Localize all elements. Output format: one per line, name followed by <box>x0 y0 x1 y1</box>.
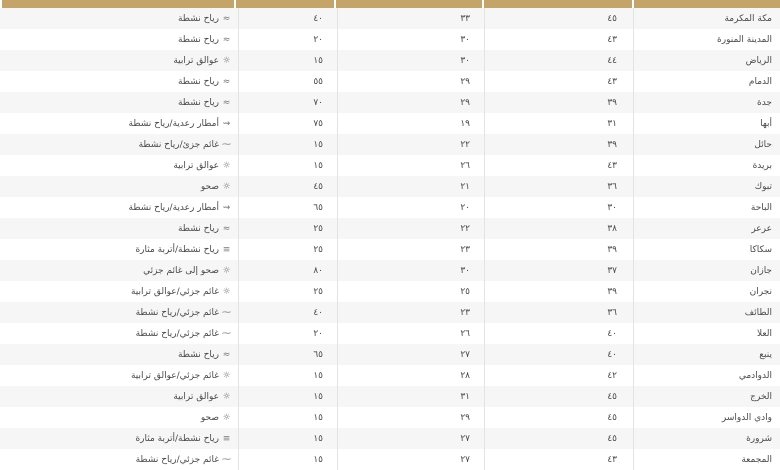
cell-max-temp: ٤٣ <box>607 34 617 45</box>
thunder-icon: ⇝ <box>222 118 231 129</box>
haze-icon: ≡ <box>222 433 231 444</box>
cell-humidity: ١٥ <box>313 454 323 465</box>
cell-max-temp: ٣٩ <box>607 286 617 297</box>
status-text: غائم جزئ/رياح نشطة <box>138 139 219 150</box>
cell-max-temp: ٣٠ <box>607 202 617 213</box>
cell-humidity: ١٥ <box>313 55 323 66</box>
thunder-icon: ⇝ <box>222 202 231 213</box>
cell-status <box>4 449 238 470</box>
cell-min-temp: ٣٣ <box>460 13 470 24</box>
cell-max-temp: ٤٤ <box>607 55 617 66</box>
cell-max-temp: ٣٩ <box>607 244 617 255</box>
partly-cloudy-icon: ⁓ <box>222 307 231 318</box>
cell-humidity: ٢٥ <box>313 286 323 297</box>
cell-city: الدمام <box>748 76 772 87</box>
status-text: أمطار رعدية/رياح نشطة <box>128 118 219 129</box>
status-text: عوالق ترابية <box>173 391 219 402</box>
table-row <box>0 8 780 29</box>
wind-icon: ≈ <box>222 349 231 360</box>
cell-status <box>4 92 238 113</box>
cell-city: سكاكا <box>749 244 772 255</box>
cell-humidity: ٢٠ <box>313 34 323 45</box>
cell-humidity: ٧٠ <box>313 97 323 108</box>
cell-min-temp: ٢٢ <box>460 223 470 234</box>
table-body <box>0 8 780 470</box>
cell-humidity: ٢٥ <box>313 244 323 255</box>
header-humidity <box>236 0 334 8</box>
cell-status <box>4 113 238 134</box>
cell-city: بريدة <box>752 160 772 171</box>
cell-city: مكة المكرمة <box>724 13 772 24</box>
cell-city: الباحة <box>750 202 772 213</box>
cell-max-temp: ٤٠ <box>607 328 617 339</box>
cell-max-temp: ٤٥ <box>607 433 617 444</box>
status-text: رياح نشطة <box>177 13 219 24</box>
wind-icon: ≈ <box>222 13 231 24</box>
sun-icon: ☼ <box>222 412 231 423</box>
table-row <box>0 197 780 218</box>
header-max <box>484 0 632 8</box>
table-row <box>0 92 780 113</box>
cell-status <box>4 29 238 50</box>
dust-icon: ☼ <box>222 160 231 171</box>
cell-min-temp: ٣٠ <box>460 55 470 66</box>
table-row <box>0 239 780 260</box>
cell-status <box>4 176 238 197</box>
status-text: صحو إلى غائم جزئي <box>143 265 219 276</box>
cell-status <box>4 386 238 407</box>
cell-min-temp: ٢٧ <box>460 454 470 465</box>
table-row <box>0 323 780 344</box>
status-text: رياح نشطة <box>177 349 219 360</box>
cell-status <box>4 8 238 29</box>
cell-min-temp: ٢٩ <box>460 97 470 108</box>
cell-status <box>4 428 238 449</box>
wind-icon: ≈ <box>222 223 231 234</box>
cell-humidity: ١٥ <box>313 370 323 381</box>
status-text: غائم جزئي/عوالق ترابية <box>130 286 219 297</box>
cell-city: وادي الدواسر <box>721 412 772 423</box>
cell-status <box>4 407 238 428</box>
haze-icon: ≡ <box>222 244 231 255</box>
status-text: صحو <box>200 412 219 423</box>
cell-city: نجران <box>749 286 772 297</box>
cell-city: الدوادمي <box>738 370 772 381</box>
sun-icon: ☼ <box>222 181 231 192</box>
cell-status <box>4 218 238 239</box>
cell-min-temp: ٢١ <box>460 181 470 192</box>
status-text: غائم جزئي/رياح نشطة <box>135 307 219 318</box>
status-text: غائم جزئي/رياح نشطة <box>135 454 219 465</box>
cell-min-temp: ٢٢ <box>460 139 470 150</box>
cell-min-temp: ٢٧ <box>460 349 470 360</box>
cell-max-temp: ٤٠ <box>607 349 617 360</box>
cell-humidity: ١٥ <box>313 160 323 171</box>
cell-humidity: ١٥ <box>313 412 323 423</box>
cell-min-temp: ٢٠ <box>460 202 470 213</box>
table-row <box>0 113 780 134</box>
cell-humidity: ٧٥ <box>313 118 323 129</box>
header-city <box>634 0 780 8</box>
cell-max-temp: ٤٣ <box>607 160 617 171</box>
table-row <box>0 302 780 323</box>
cell-max-temp: ٣٧ <box>607 265 617 276</box>
cell-max-temp: ٣٩ <box>607 139 617 150</box>
cell-humidity: ٦٥ <box>313 202 323 213</box>
status-text: أمطار رعدية/رياح نشطة <box>128 202 219 213</box>
cell-humidity: ٢٥ <box>313 223 323 234</box>
status-text: رياح نشطة <box>177 34 219 45</box>
cell-humidity: ٨٠ <box>313 265 323 276</box>
sun-icon: ☼ <box>222 265 231 276</box>
dust-icon: ☼ <box>222 370 231 381</box>
wind-icon: ≈ <box>222 34 231 45</box>
status-text: رياح نشطة/أتربة مثارة <box>135 244 219 255</box>
cell-city: ينبع <box>759 349 772 360</box>
table-row <box>0 218 780 239</box>
status-text: غائم جزئي/رياح نشطة <box>135 328 219 339</box>
cell-max-temp: ٣٨ <box>607 223 617 234</box>
cell-city: المجمعة <box>741 454 772 465</box>
status-text: غائم جزئي/عوالق ترابية <box>130 370 219 381</box>
cell-status <box>4 239 238 260</box>
table-row <box>0 155 780 176</box>
dust-icon: ☼ <box>222 286 231 297</box>
cell-status <box>4 281 238 302</box>
cell-min-temp: ٢٦ <box>460 160 470 171</box>
cell-city: المدينة المنورة <box>717 34 772 45</box>
cell-humidity: ١٥ <box>313 139 323 150</box>
table-row <box>0 407 780 428</box>
status-text: صحو <box>200 181 219 192</box>
table-row <box>0 134 780 155</box>
table-row <box>0 428 780 449</box>
cell-min-temp: ٣١ <box>460 391 470 402</box>
cell-min-temp: ٣٠ <box>460 265 470 276</box>
status-text: رياح نشطة <box>177 76 219 87</box>
cell-max-temp: ٣١ <box>607 118 617 129</box>
cell-city: جازان <box>750 265 772 276</box>
cell-humidity: ١٥ <box>313 433 323 444</box>
cell-status <box>4 344 238 365</box>
cell-status <box>4 155 238 176</box>
cell-status <box>4 71 238 92</box>
status-text: رياح نشطة/أتربة مثارة <box>135 433 219 444</box>
status-text: رياح نشطة <box>177 223 219 234</box>
table-row <box>0 29 780 50</box>
table-row <box>0 50 780 71</box>
table-row <box>0 281 780 302</box>
cell-min-temp: ٢٣ <box>460 307 470 318</box>
cell-status <box>4 134 238 155</box>
table-row <box>0 386 780 407</box>
cell-status <box>4 260 238 281</box>
header-status <box>2 0 234 8</box>
cell-min-temp: ٢٣ <box>460 244 470 255</box>
cell-humidity: ٦٥ <box>313 349 323 360</box>
cell-status <box>4 197 238 218</box>
partly-cloudy-icon: ⁓ <box>222 139 231 150</box>
cell-min-temp: ٢٩ <box>460 412 470 423</box>
cell-city: عرعر <box>751 223 772 234</box>
cell-city: الخرج <box>750 391 772 402</box>
status-text: عوالق ترابية <box>173 55 219 66</box>
status-text: عوالق ترابية <box>173 160 219 171</box>
wind-icon: ≈ <box>222 76 231 87</box>
partly-cloudy-icon: ⁓ <box>222 454 231 465</box>
table-header <box>0 0 780 8</box>
cell-min-temp: ٢٥ <box>460 286 470 297</box>
cell-max-temp: ٤٢ <box>607 370 617 381</box>
cell-status <box>4 323 238 344</box>
cell-max-temp: ٣٦ <box>607 307 617 318</box>
cell-city: العلا <box>757 328 772 339</box>
cell-min-temp: ١٩ <box>460 118 470 129</box>
partly-cloudy-icon: ⁓ <box>222 328 231 339</box>
cell-min-temp: ٢٩ <box>460 76 470 87</box>
table-row <box>0 344 780 365</box>
cell-city: تبوك <box>754 181 772 192</box>
cell-city: الطائف <box>744 307 772 318</box>
cell-city: حائل <box>754 139 772 150</box>
dust-icon: ☼ <box>222 391 231 402</box>
status-text: رياح نشطة <box>177 97 219 108</box>
cell-max-temp: ٤٣ <box>607 76 617 87</box>
dust-icon: ☼ <box>222 55 231 66</box>
cell-humidity: ٤٠ <box>313 13 323 24</box>
cell-humidity: ٥٥ <box>313 76 323 87</box>
header-min <box>336 0 482 8</box>
cell-max-temp: ٤٥ <box>607 391 617 402</box>
wind-icon: ≈ <box>222 97 231 108</box>
cell-humidity: ٤٥ <box>313 181 323 192</box>
cell-min-temp: ٢٧ <box>460 433 470 444</box>
cell-city: الرياض <box>745 55 772 66</box>
cell-min-temp: ٢٦ <box>460 328 470 339</box>
cell-max-temp: ٤٣ <box>607 454 617 465</box>
cell-status <box>4 50 238 71</box>
table-row <box>0 365 780 386</box>
cell-humidity: ٤٠ <box>313 307 323 318</box>
cell-max-temp: ٣٦ <box>607 181 617 192</box>
cell-status <box>4 365 238 386</box>
cell-max-temp: ٤٥ <box>607 13 617 24</box>
table-row <box>0 71 780 92</box>
table-row <box>0 449 780 470</box>
cell-min-temp: ٢٨ <box>460 370 470 381</box>
cell-city: أبها <box>760 118 772 129</box>
table-row <box>0 260 780 281</box>
cell-min-temp: ٣٠ <box>460 34 470 45</box>
table-row <box>0 176 780 197</box>
cell-max-temp: ٣٩ <box>607 97 617 108</box>
cell-status <box>4 302 238 323</box>
cell-max-temp: ٤٥ <box>607 412 617 423</box>
cell-city: جدة <box>756 97 772 108</box>
cell-humidity: ٢٠ <box>313 328 323 339</box>
cell-city: شرورة <box>746 433 772 444</box>
cell-humidity: ١٥ <box>313 391 323 402</box>
